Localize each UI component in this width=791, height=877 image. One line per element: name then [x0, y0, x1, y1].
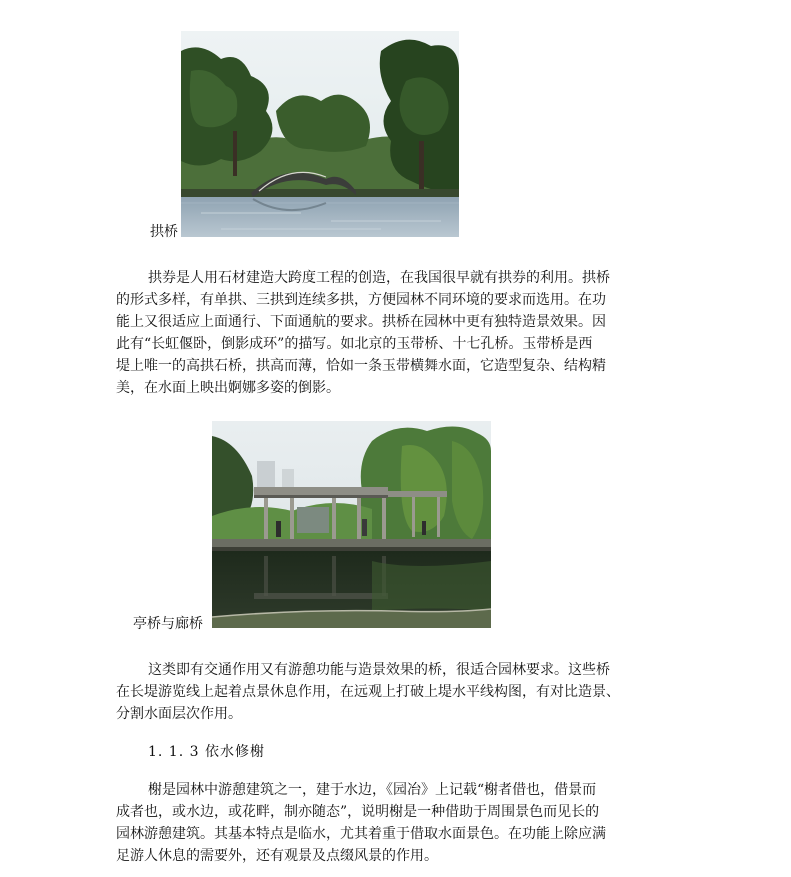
text-line: 这类即有交通作用又有游憩功能与造景效果的桥，很适合园林要求。这些桥	[148, 662, 610, 678]
pavilion-corridor-bridge-photo	[212, 421, 491, 628]
text-line: 成者也，或水边，或花畔，制亦随态”，说明榭是一种借助于周围景色而见长的	[116, 804, 600, 820]
text-line: 园林游憩建筑。其基本特点是临水，尤其着重于借取水面景色。在功能上除应满	[116, 826, 606, 842]
text-line: 拱券是人用石材建造大跨度工程的创造，在我国很早就有拱券的利用。拱桥	[148, 270, 610, 286]
text-line: 此有“长虹偃卧，倒影成环”的描写。如北京的玉带桥、十七孔桥。玉带桥是西	[116, 336, 593, 352]
text-line: 分割水面层次作用。	[116, 706, 242, 722]
text-line: 足游人休息的需要外，还有观景及点缀风景的作用。	[116, 848, 438, 864]
arch-bridge-photo	[181, 31, 459, 237]
figure-caption-pavilion-bridge: 亭桥与廊桥	[133, 616, 203, 632]
paragraph-waterside-pavilion	[116, 779, 676, 867]
text-line: 能上又很适应上面通行、下面通航的要求。拱桥在园林中更有独特造景效果。因	[116, 314, 606, 330]
text-line: 的形式多样，有单拱、三拱到连续多拱，方便园林不同环境的要求而选用。在功	[116, 292, 606, 308]
text-line: 堤上唯一的高拱石桥，拱高而薄，恰如一条玉带横舞水面，它造型复杂、结构精	[116, 358, 606, 374]
text-line: 美，在水面上映出婀娜多姿的倒影。	[116, 380, 340, 396]
figure-caption-arch-bridge: 拱桥	[150, 224, 178, 240]
paragraph-arch-bridge	[116, 267, 676, 399]
paragraph-pavilion-bridge	[116, 659, 676, 725]
text-line: 榭是园林中游憩建筑之一，建于水边，《园冶》上记载“榭者借也，借景而	[148, 782, 597, 798]
text-line: 在长堤游览线上起着点景休息作用，在远观上打破上堤水平线构图，有对比造景、	[116, 684, 620, 700]
section-heading: 1. 1. 3 依水修榭	[148, 744, 265, 760]
